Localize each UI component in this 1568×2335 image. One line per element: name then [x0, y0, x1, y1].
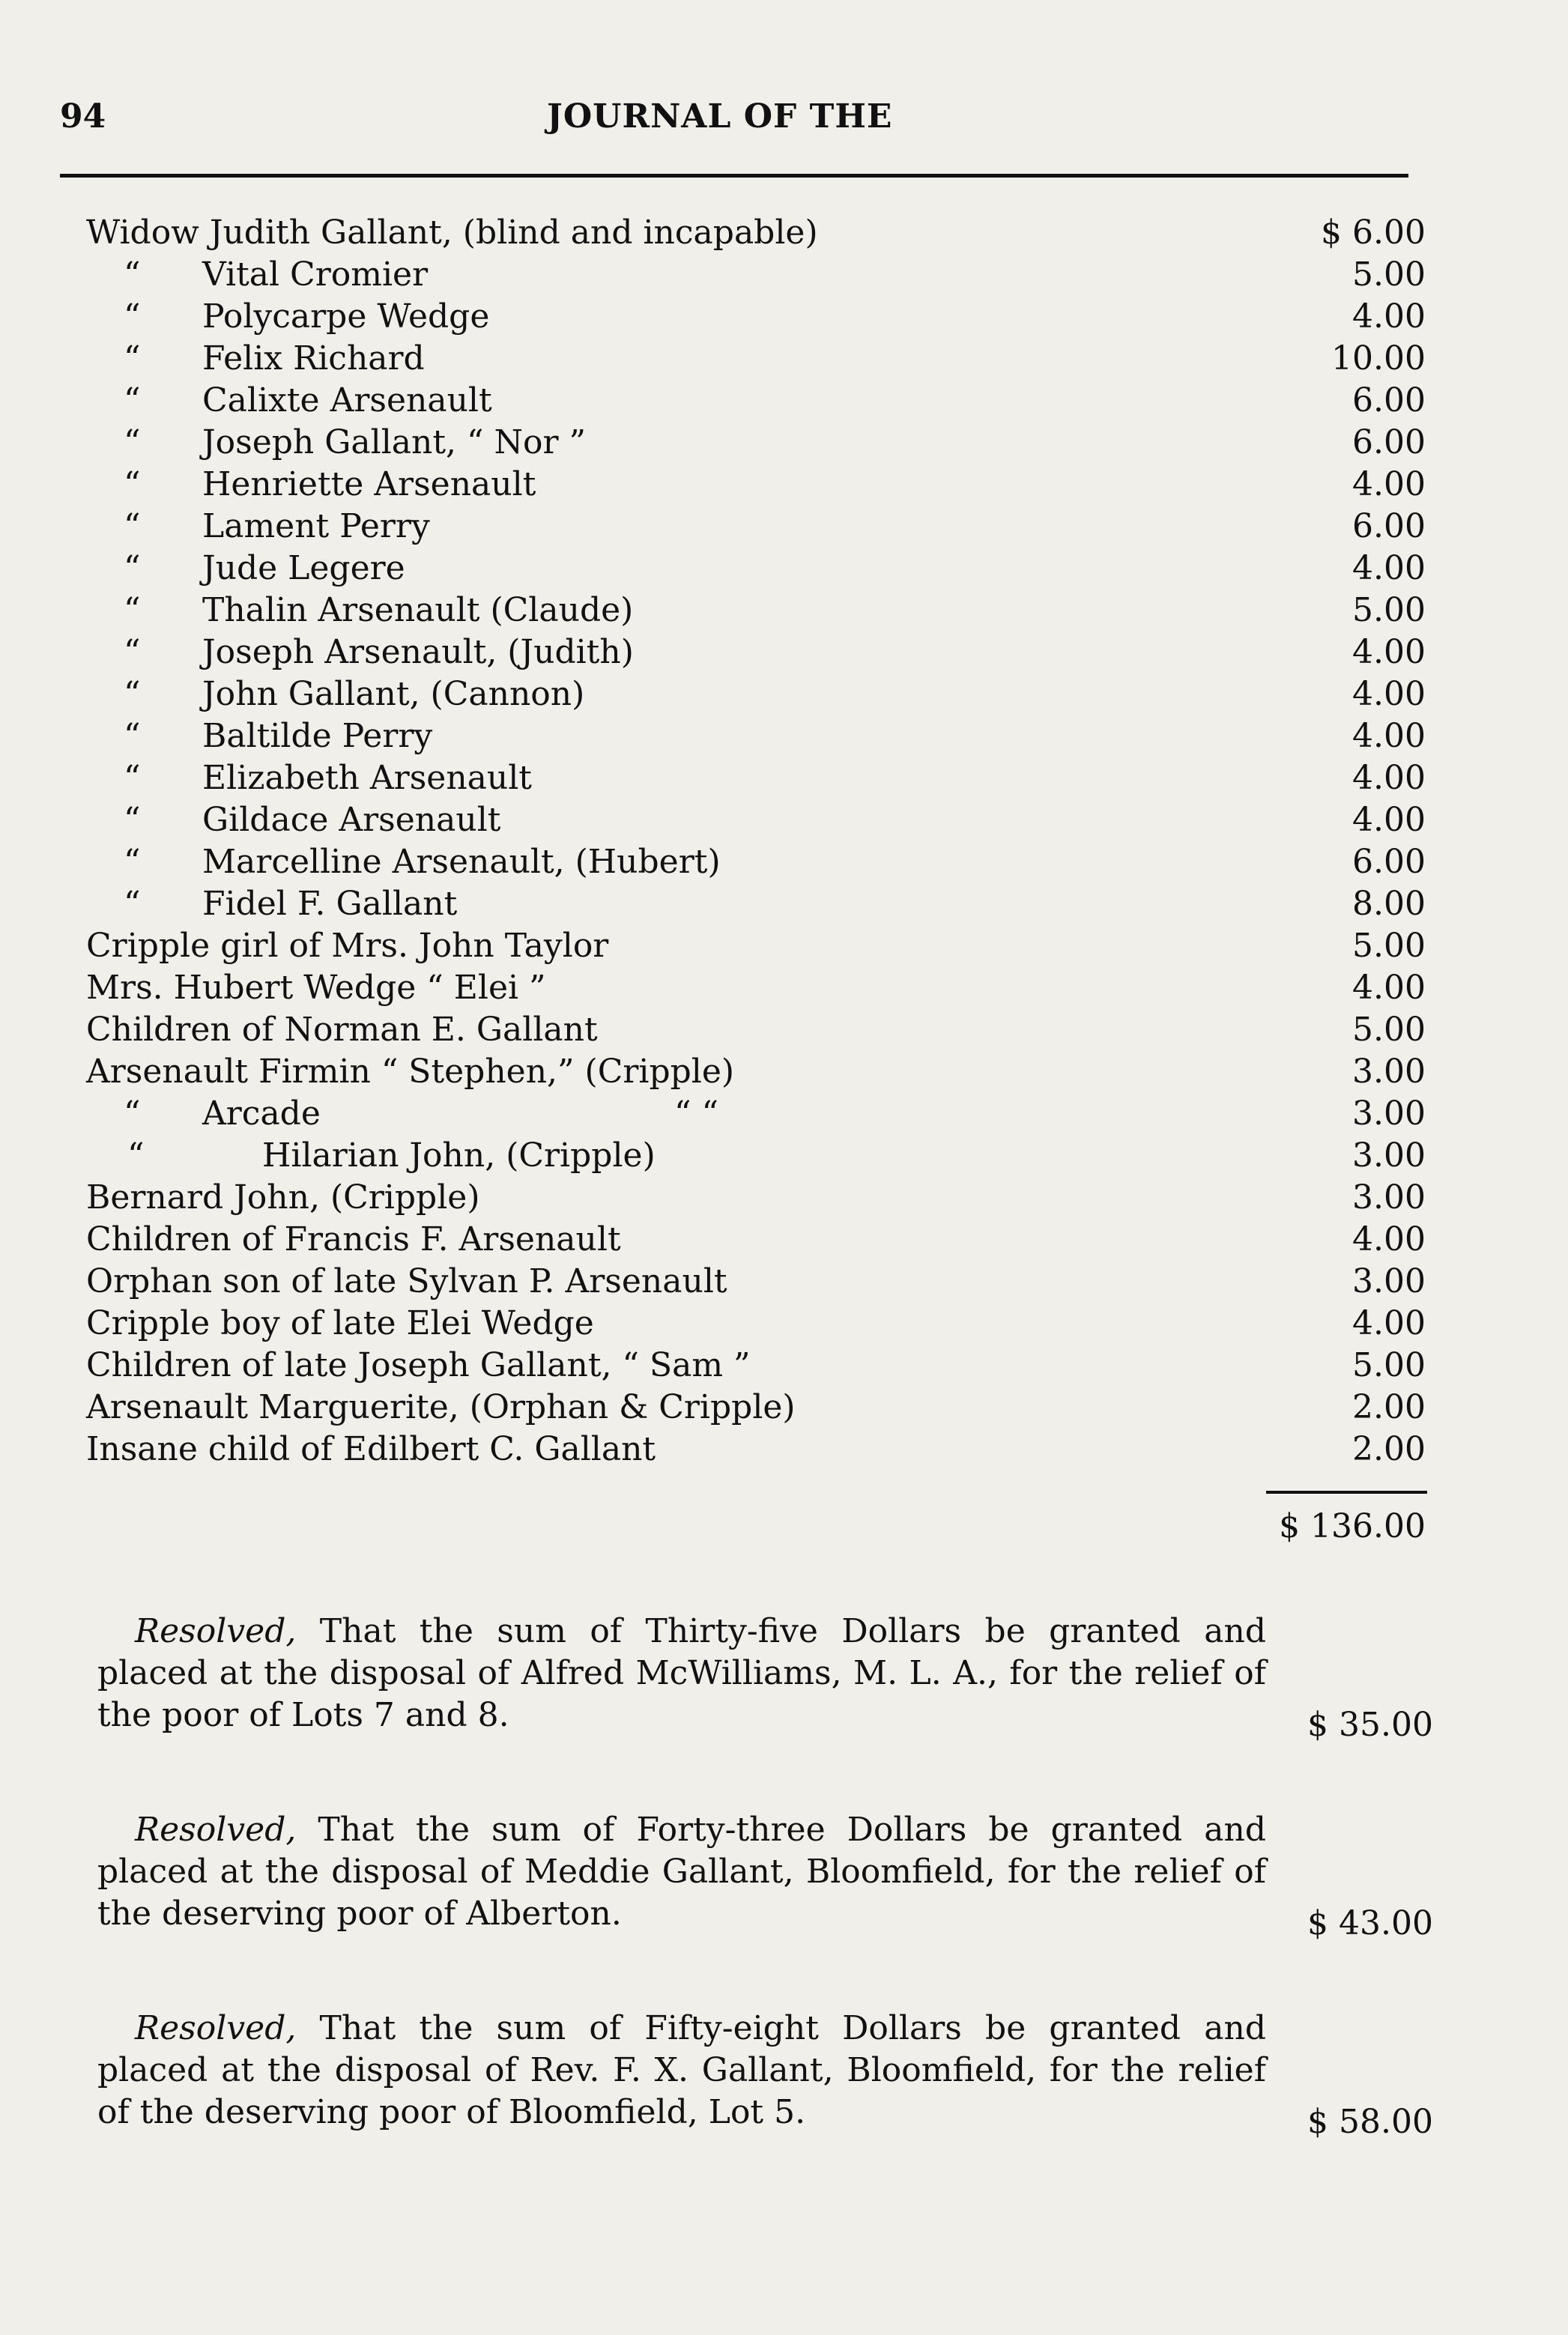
recipient-name: Children of late Joseph Gallant, “ Sam ”	[86, 1346, 751, 1384]
recipient-name: John Gallant, (Cannon)	[202, 675, 585, 713]
recipient-name: Arsenault Firmin “ Stephen,” (Cripple)	[86, 1053, 735, 1091]
ditto-mark: “	[124, 297, 141, 336]
recipient-name: Orphan son of late Sylvan P. Arsenault	[86, 1262, 727, 1300]
amount: 3.00	[1352, 1178, 1426, 1217]
ledger-row	[0, 757, 1568, 799]
ledger-row	[0, 212, 1568, 254]
ledger-row	[0, 1093, 1568, 1135]
amount: 6.00	[1352, 423, 1426, 461]
amount: 4.00	[1352, 717, 1426, 755]
resolution-lead: Resolved,	[135, 1612, 297, 1650]
ledger-row	[0, 1387, 1568, 1429]
recipient-name: Cripple girl of Mrs. John Taylor	[86, 927, 609, 965]
amount: 5.00	[1352, 255, 1426, 294]
recipient-name: Mrs. Hubert Wedge “ Elei ”	[86, 969, 546, 1007]
ledger-row	[0, 883, 1568, 925]
resolution-text: That the sum of Thirty-five Dollars be granted and placed at the disposal of Alfred McWilliams, M. L. A., for the relief of the poor of Lots 7 and 8.	[97, 1612, 1266, 1734]
ledger-row	[0, 548, 1568, 590]
amount: 6.00	[1352, 843, 1426, 881]
total-rule	[1266, 1491, 1427, 1494]
amount: 4.00	[1352, 675, 1426, 713]
header-rule	[60, 174, 1408, 178]
amount: 4.00	[1352, 549, 1426, 587]
relief-ledger	[0, 212, 1568, 1471]
ledger-row	[0, 632, 1568, 673]
ledger-row	[0, 799, 1568, 841]
amount: 3.00	[1352, 1094, 1426, 1133]
ditto-mark: “	[124, 717, 141, 755]
amount: 4.00	[1352, 759, 1426, 797]
recipient-name: Polycarpe Wedge	[202, 297, 490, 336]
page-number: 94	[60, 97, 106, 136]
amount: 4.00	[1352, 801, 1426, 839]
ledger-row	[0, 296, 1568, 338]
ledger-row	[0, 715, 1568, 757]
ditto-marks-inline: “ “	[674, 1094, 718, 1133]
ditto-mark: “	[124, 885, 141, 923]
ledger-row	[0, 1429, 1568, 1471]
ditto-mark: “	[124, 465, 141, 503]
ditto-mark: “	[124, 843, 141, 881]
recipient-name: Henriette Arsenault	[202, 465, 536, 503]
ledger-row	[0, 422, 1568, 464]
ditto-mark: “	[124, 633, 141, 671]
resolution-1-amount: $ 35.00	[1307, 1706, 1433, 1744]
ledger-row	[0, 506, 1568, 548]
recipient-name: Fidel F. Gallant	[202, 885, 458, 923]
amount: 4.00	[1352, 1220, 1426, 1259]
recipient-name: Hilarian John, (Cripple)	[262, 1136, 656, 1175]
ledger-row	[0, 1345, 1568, 1387]
ledger-row	[0, 1261, 1568, 1303]
recipient-name: Joseph Arsenault, (Judith)	[202, 633, 634, 671]
amount: 5.00	[1352, 1011, 1426, 1049]
ditto-mark: “	[124, 339, 141, 378]
recipient-name: Vital Cromier	[202, 255, 429, 294]
amount: 8.00	[1352, 885, 1426, 923]
amount: $ 6.00	[1321, 213, 1426, 252]
resolution-3-amount: $ 58.00	[1307, 2103, 1433, 2141]
amount: 6.00	[1352, 381, 1426, 420]
ledger-row	[0, 1051, 1568, 1093]
ditto-mark: “	[124, 255, 141, 294]
recipient-name: Cripple boy of late Elei Wedge	[86, 1304, 594, 1342]
amount: 4.00	[1352, 633, 1426, 671]
recipient-name: Jude Legere	[202, 549, 405, 587]
ditto-mark: “	[124, 549, 141, 587]
ditto-mark: “	[124, 507, 141, 545]
ledger-row	[0, 1009, 1568, 1051]
running-head: JOURNAL OF THE	[547, 97, 893, 136]
recipient-name: Thalin Arsenault (Claude)	[202, 591, 634, 629]
ledger-row	[0, 338, 1568, 380]
recipient-name: Bernard John, (Cripple)	[86, 1178, 480, 1217]
ledger-row	[0, 1135, 1568, 1177]
ledger-row	[0, 925, 1568, 967]
resolution-text: That the sum of Fifty-eight Dollars be granted and placed at the disposal of Rev. F. X. Gallant, Bloomfield, for the relief of the deserving poor of Bloomfield, Lot 5.	[97, 2009, 1266, 2131]
resolution-lead: Resolved,	[135, 1811, 297, 1849]
recipient-name: Arcade	[202, 1094, 321, 1133]
recipient-name: Elizabeth Arsenault	[202, 759, 532, 797]
resolution-3	[97, 2008, 1266, 2133]
ledger-row	[0, 590, 1568, 632]
recipient-name: Lament Perry	[202, 507, 430, 545]
ditto-mark: “	[124, 591, 141, 629]
ledger-row	[0, 967, 1568, 1009]
recipient-name: Arsenault Marguerite, (Orphan & Cripple)	[86, 1388, 796, 1426]
amount: 4.00	[1352, 297, 1426, 336]
amount: 10.00	[1331, 339, 1426, 378]
amount: 4.00	[1352, 1304, 1426, 1342]
amount: 3.00	[1352, 1053, 1426, 1091]
ditto-mark: “	[124, 423, 141, 461]
recipient-name: Children of Norman E. Gallant	[86, 1011, 598, 1049]
amount: 6.00	[1352, 507, 1426, 545]
amount: 3.00	[1352, 1136, 1426, 1175]
ledger-row	[0, 380, 1568, 422]
amount: 2.00	[1352, 1388, 1426, 1426]
page-header	[60, 97, 1418, 142]
recipient-name: Marcelline Arsenault, (Hubert)	[202, 843, 721, 881]
resolution-lead: Resolved,	[135, 2009, 297, 2047]
ledger-row	[0, 464, 1568, 506]
amount: 5.00	[1352, 1346, 1426, 1384]
ditto-mark: “	[124, 759, 141, 797]
amount: 2.00	[1352, 1430, 1426, 1468]
ditto-mark: “	[124, 381, 141, 420]
recipient-name: Calixte Arsenault	[202, 381, 492, 420]
ledger-row	[0, 1219, 1568, 1261]
recipient-name: Gildace Arsenault	[202, 801, 501, 839]
recipient-name: Widow Judith Gallant, (blind and incapable)	[86, 213, 818, 252]
ledger-row	[0, 254, 1568, 296]
recipient-name: Joseph Gallant, “ Nor ”	[202, 423, 586, 461]
resolution-2-amount: $ 43.00	[1307, 1904, 1433, 1942]
ledger-row	[0, 841, 1568, 883]
amount: 5.00	[1352, 591, 1426, 629]
ledger-total: $ 136.00	[1279, 1507, 1426, 1545]
recipient-name: Children of Francis F. Arsenault	[86, 1220, 621, 1259]
resolution-1	[97, 1611, 1266, 1736]
amount: 4.00	[1352, 465, 1426, 503]
ledger-row	[0, 673, 1568, 715]
ditto-mark: “	[124, 801, 141, 839]
amount: 5.00	[1352, 927, 1426, 965]
recipient-name: Felix Richard	[202, 339, 425, 378]
ditto-mark: “	[127, 1136, 145, 1175]
ditto-mark: “	[124, 675, 141, 713]
amount: 3.00	[1352, 1262, 1426, 1300]
resolution-text: That the sum of Forty-three Dollars be granted and placed at the disposal of Meddie Gallant, Bloomfield, for the relief of the deserving poor of Alberton.	[97, 1811, 1266, 1933]
ditto-mark: “	[124, 1094, 141, 1133]
amount: 4.00	[1352, 969, 1426, 1007]
ledger-row	[0, 1303, 1568, 1345]
ledger-row	[0, 1177, 1568, 1219]
recipient-name: Insane child of Edilbert C. Gallant	[86, 1430, 656, 1468]
resolution-2	[97, 1809, 1266, 1935]
recipient-name: Baltilde Perry	[202, 717, 433, 755]
